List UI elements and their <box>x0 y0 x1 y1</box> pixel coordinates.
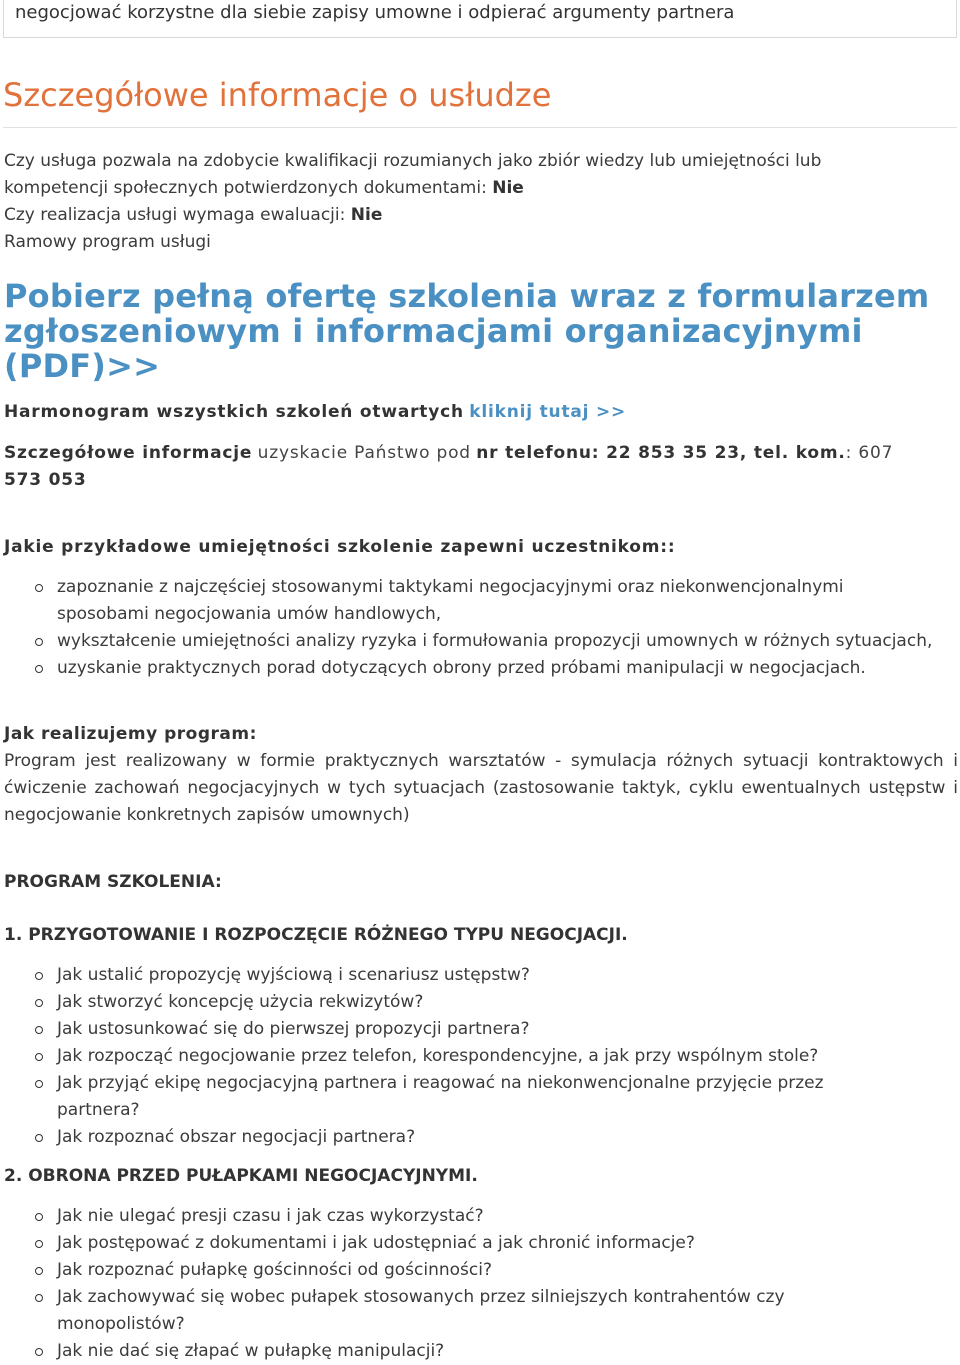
list-item: Jak postępować z dokumentami i jak udostępniać a jak chronić informacje? <box>0 1230 937 1257</box>
list-item: Jak ustosunkować się do pierwszej propozycji partnera? <box>0 1016 937 1043</box>
title-divider <box>3 127 957 128</box>
list-item: Jak rozpoznać pułapkę gościnności od gościnności? <box>0 1257 937 1284</box>
list-item: wykształcenie umiejętności analizy ryzyka i formułowania propozycji umownych w różnych sytuacjach, <box>0 628 937 655</box>
list-item: zapoznanie z najczęściej stosowanymi taktykami negocjacyjnymi oraz niekonwencjonalnymi sposobami negocjowania umów handlowych, <box>0 574 937 628</box>
list-item: Jak nie dać się złapać w pułapkę manipulacji? <box>0 1338 937 1365</box>
list-item: Jak stworzyć koncepcję użycia rekwizytów? <box>0 989 937 1016</box>
realization-text: Program jest realizowany w formie praktycznych warsztatów - symulacja różnych sytuacji kontraktowych i ćwiczenie zachowań negocjacyjnych w tych sytuacjach (zastosowanie taktyk, cyklu ewentualnych ustępstw i negocjowanie konkretnych zapisów umownych) <box>4 751 958 825</box>
info-q1-text: Czy usługa pozwala na zdobycie kwalifikacji rozumianych jako zbiór wiedzy lub umiejętności lub <box>4 151 822 171</box>
info-q1-line2 <box>4 175 524 202</box>
contact-line-2 <box>4 467 87 494</box>
contact-phone: nr telefonu: 22 853 35 23, tel. kom. <box>476 443 846 463</box>
program-heading: PROGRAM SZKOLENIA: <box>4 872 222 892</box>
contact-line <box>4 440 958 467</box>
part2-heading: 2. OBRONA PRZED PUŁAPKAMI NEGOCJACYJNYMI. <box>4 1166 478 1186</box>
list-item: Jak rozpoznać obszar negocjacji partnera? <box>0 1124 937 1151</box>
realization-heading: Jak realizujemy program: <box>4 724 257 744</box>
info-q3: Ramowy program usługi <box>4 232 211 252</box>
schedule-link[interactable]: kliknij tutaj >> <box>469 402 627 422</box>
pdf-download-link[interactable]: Pobierz pełną ofertę szkolenia wraz z formularzem zgłoszeniowym i informacjami organizacyjnymi (PDF)>> <box>4 277 930 385</box>
skills-heading: Jakie przykładowe umiejętności szkolenie zapewni uczestnikom:: <box>4 537 676 557</box>
list-item: Jak zachowywać się wobec pułapek stosowanych przez silniejszych kontrahentów czy monopolistów? <box>0 1284 857 1338</box>
list-item: uzyskanie praktycznych porad dotyczących obrony przed próbami manipulacji w negocjacjach. <box>0 655 937 682</box>
list-item: Jak rozpocząć negocjowanie przez telefon, korespondencyjne, a jak przy wspólnym stole? <box>0 1043 937 1070</box>
contact-bold-1: Szczegółowe informacje <box>4 443 253 463</box>
list-item: Jak nie ulegać presji czasu i jak czas wykorzystać? <box>0 1203 937 1230</box>
schedule-label: Harmonogram wszystkich szkoleń otwartych <box>4 402 464 422</box>
info-q1-answer: Nie <box>492 178 524 198</box>
info-q1b-text: kompetencji społecznych potwierdzonych dokumentami: <box>4 178 487 198</box>
list-item: Jak przyjąć ekipę negocjacyjną partnera i reagować na niekonwencjonalne przyjęcie przez partnera? <box>0 1070 897 1124</box>
part1-heading: 1. PRZYGOTOWANIE I ROZPOCZĘCIE RÓŻNEGO TYPU NEGOCJACJI. <box>4 925 628 945</box>
top-text: negocjować korzystne dla siebie zapisy umowne i odpierać argumenty partnera <box>15 2 735 23</box>
contact-mobile-rest: 573 053 <box>4 470 87 490</box>
section-title: Szczegółowe informacje o usłudze <box>3 76 552 114</box>
top-text-box <box>3 0 957 38</box>
part1-list <box>0 962 937 1151</box>
info-q2 <box>4 202 382 229</box>
list-item: Jak ustalić propozycję wyjściową i scenariusz ustępstw? <box>0 962 937 989</box>
part2-list <box>0 1203 937 1365</box>
info-q1 <box>4 148 821 175</box>
info-q2-answer: Nie <box>350 205 383 225</box>
schedule-line <box>4 399 626 426</box>
info-q2-text: Czy realizacja usługi wymaga ewaluacji: <box>4 205 346 225</box>
skills-list <box>0 574 937 682</box>
contact-text: uzyskacie Państwo pod <box>257 443 471 463</box>
contact-rest: : 607 <box>845 443 894 463</box>
